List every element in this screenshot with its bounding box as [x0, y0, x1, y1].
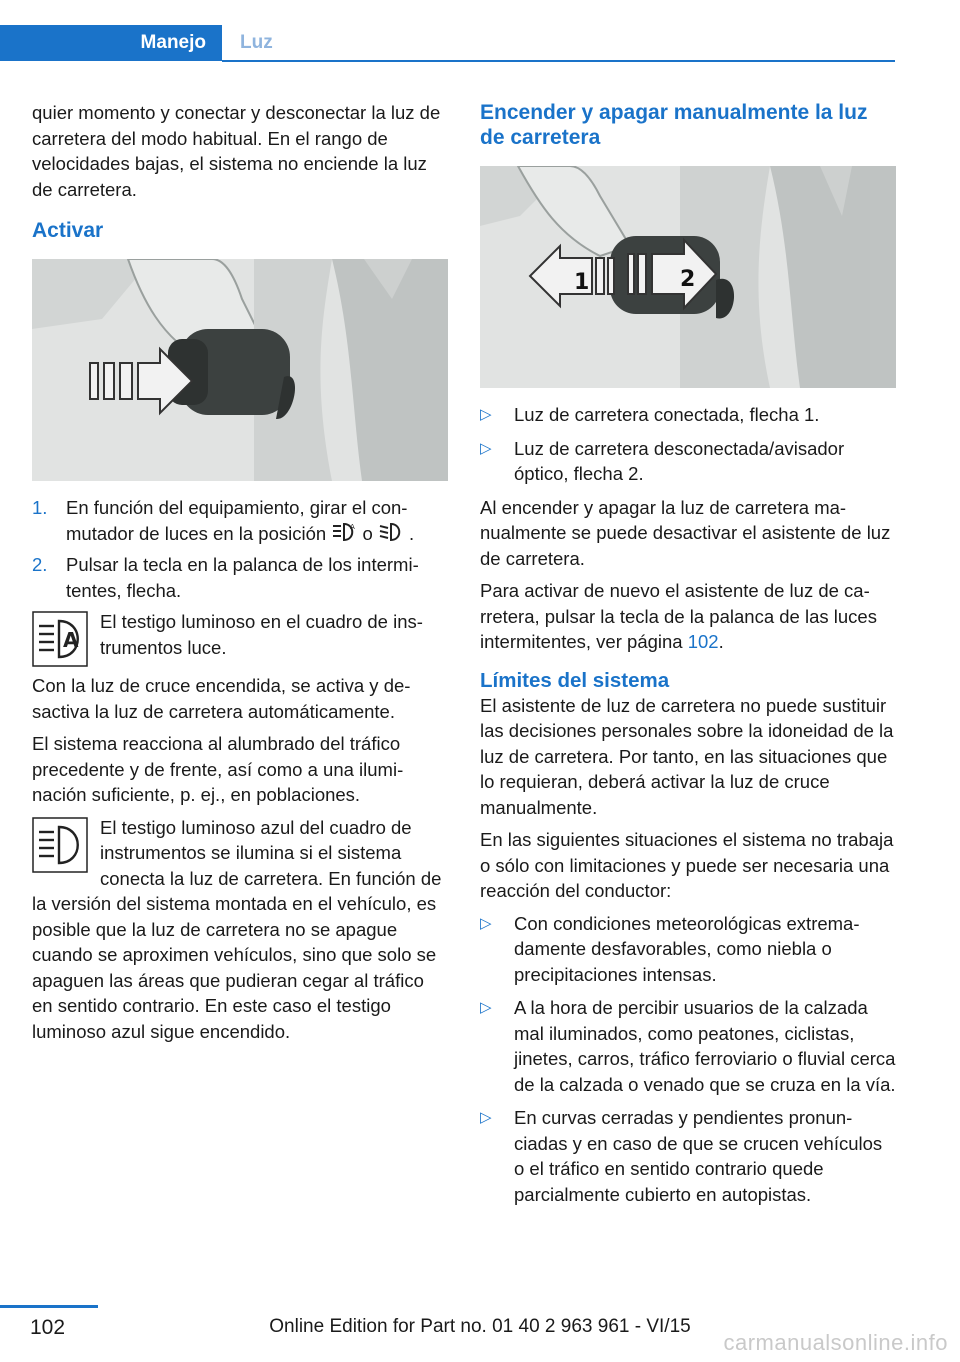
arrow-2-label: 2: [680, 267, 696, 292]
figure-activate-lever: [32, 259, 448, 481]
bullet-triangle-icon: ▷: [480, 914, 492, 932]
paragraph-system-reacts: El sistema reacciona al alumbrado del tráfico precedente y de frente, así como a una iluminación suficiente, p. ej., en poblaciones.: [32, 733, 404, 805]
list-item: ▷ Luz de carretera conectada, flecha 1.: [480, 402, 896, 428]
step-1-end: .: [409, 522, 415, 544]
header-rule: [222, 60, 895, 62]
bullet-triangle-icon: ▷: [480, 406, 492, 423]
bullet-triangle-icon: ▷: [480, 999, 492, 1016]
lever-push-illustration: [32, 259, 448, 481]
list-item: ▷ Con condiciones meteorológicas extremadamente desfavorables, como niebla o precipitaciones intensas.: [480, 912, 860, 985]
lever-pull-push-illustration: [480, 166, 896, 388]
limits-heading: Límites del sistema: [480, 668, 670, 692]
watermark: carmanualsonline.info: [723, 1330, 948, 1355]
page-number: 102: [30, 1316, 66, 1339]
high-beam-assistant-icon: [32, 611, 88, 667]
high-beam-icon: [32, 817, 88, 873]
list-item: ▷ A la hora de percibir usuarios de la calzada mal iluminados, como peatones, ciclistas, jinetes, carros, tráfico ferroviario o fluvial cerca de la calzada o venado que se cruza en la vía.: [480, 997, 896, 1095]
note-blue-indicator: [32, 815, 448, 1045]
header-bar: [0, 25, 895, 63]
step-1: [32, 495, 448, 546]
step-1-text: En función del equipamiento, girar el conmutador de luces en la posición: [66, 497, 408, 544]
list-item: ▷ En curvas cerradas y pendientes pronunciadas y en caso de que se crucen vehículos o el tráfico en sentido contrario quede parcialmente cubierto en autopistas.: [480, 1107, 883, 1205]
page-reference-link[interactable]: 102: [687, 631, 719, 652]
auto-light-switch-icon: [331, 521, 357, 543]
edition-text: Online Edition for Part no. 01 40 2 963 961 - VI/15: [269, 1316, 691, 1337]
note-1-text: El testigo luminoso en el cuadro de instrumentos luce.: [100, 611, 423, 658]
section-tab[interactable]: Manejo: [0, 25, 222, 61]
svg-text:A: A: [350, 522, 356, 531]
step-2-number: 2.: [32, 554, 48, 575]
note-indicator-lights: [32, 609, 448, 665]
activar-heading: Activar: [32, 219, 104, 242]
chapter-tab[interactable]: Luz: [240, 32, 273, 53]
right-column: [480, 100, 896, 1215]
figure-manual-lever: [480, 166, 896, 388]
limitation-bullets: [480, 911, 896, 1208]
paragraph-auto-activation: Con la luz de cruce encendida, se activa y desactiva la luz de carretera automáticamente.: [32, 675, 411, 722]
step-2-text: Pulsar la tecla en la palanca de los intermitentes, flecha.: [66, 554, 419, 601]
left-column: [32, 100, 448, 1051]
manual-bullets: [480, 402, 896, 487]
step-2: [32, 552, 448, 603]
paragraph-reactivate: Para activar de nuevo el asistente de luz de carretera, pulsar la tecla de la palanca de las luces intermitentes, ver página 102.: [480, 580, 877, 652]
bullet-triangle-icon: ▷: [480, 439, 492, 457]
paragraph-limits: El asistente de luz de carretera no puede sustituir las decisiones personales sobre la idoneidad de la luz de carretera. Por tanto, en las situaciones que lo requieran, deberá activar la luz de cruce manualmente.: [480, 694, 894, 818]
paragraph-situations: En las siguientes situaciones el sistema no trabaja o sólo con limitaciones y puede ser necesaria una reacción del conductor:: [480, 829, 894, 901]
low-beam-switch-icon: [378, 521, 404, 543]
list-item: ▷ Luz de carretera desconectada/avisador óptico, flecha 2.: [480, 437, 845, 484]
svg-text:A: A: [63, 628, 79, 652]
bullet-triangle-icon: ▷: [480, 1109, 492, 1126]
step-1-or: o: [362, 522, 373, 544]
manual-heading: Encender y apagar manualmente la luz de carretera: [480, 101, 868, 149]
footer-rule: [0, 1305, 98, 1308]
intro-paragraph: quier momento y conectar y desconectar la luz de carretera del modo habitual. En el rango de velocidades bajas, el sistema no enciende la luz de carretera.: [32, 102, 441, 200]
paragraph-manual-deactivates: Al encender y apagar la luz de carretera manualmente se puede desactivar el asistente de luz de carretera.: [480, 496, 891, 569]
step-1-number: 1.: [32, 497, 48, 518]
arrow-1-label: 1: [574, 270, 590, 295]
activation-steps: [32, 495, 448, 603]
note-2-text: El testigo luminoso azul del cuadro de instrumentos se ilumina si el sistema conecta la luz de carretera. En función de la versión del sistema montada en el vehículo, es posible que la luz de carretera no se apague cuando se aproximen vehículos, sino que solo se apaguen las áreas que pudieran cegar al tráfico en sentido contrario. En este caso el testigo luminoso azul sigue encendido.: [32, 816, 442, 1042]
